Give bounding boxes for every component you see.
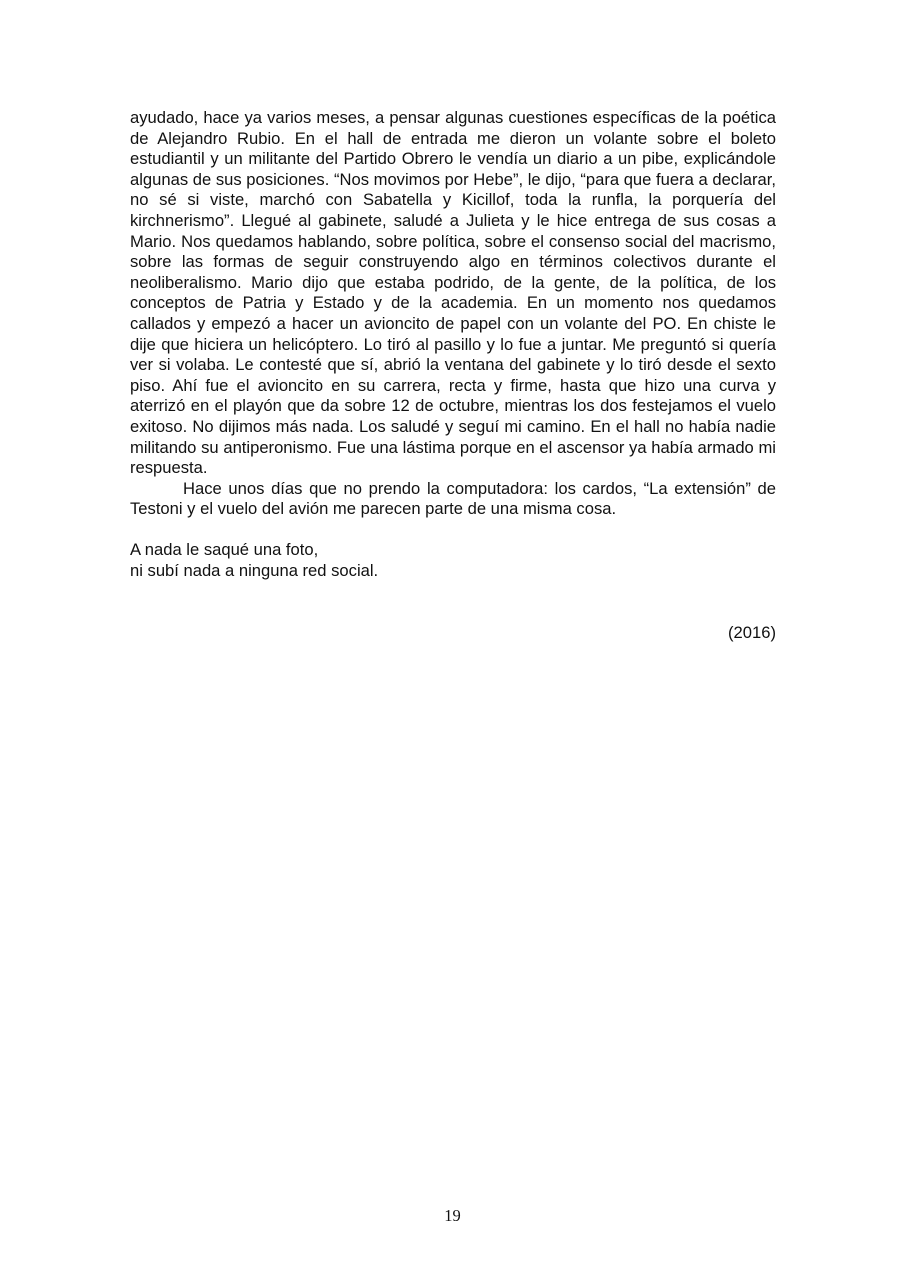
verse-line: A nada le saqué una foto,	[130, 540, 319, 560]
page-number: 19	[444, 1206, 461, 1225]
paragraph-continued: ayudado, hace ya varios meses, a pensar algunas cuestiones específicas de la poética de Alejandro Rubio. En el hall de entrada me dieron un volante sobre el boleto estudiantil y un militante del Partido Obrero le vendía un diario a un pibe, explicándole algunas de sus posiciones. “Nos movimos por Hebe”, le dijo, “para que fuera a declarar, no sé si viste, marchó con Sabatella y Kicillof, toda la runfla, la porquería del kirchnerismo”. Llegué al gabinete, saludé a Julieta y le hice entrega de sus cosas a Mario. Nos quedamos hablando, sobre política, sobre el consenso social del macrismo, sobre las formas de seguir construyendo algo en términos colectivos durante el neoliberalismo. Mario dijo que estaba podrido, de la gente, de la política, de los conceptos de Patria y Estado y de la academia. En un momento nos quedamos callados y empezó a hacer un avioncito de papel con un volante del PO. En chiste le dije que hiciera un helicóptero. Lo tiró al pasillo y lo fue a juntar. Me preguntó si quería ver si volaba. Le contesté que sí, abrió la ventana del gabinete y lo tiró desde el sexto piso. Ahí fue el avioncito en su carrera, recta y firme, hasta que hizo una curva y aterrizó en el playón que da sobre 12 de octubre, mientras los dos festejamos el vuelo exitoso. No dijimos más nada. Los saludé y seguí mi camino. En el hall no había nadie militando su antiperonismo. Fue una lástima porque en el ascensor ya había armado mi respuesta.	[130, 108, 776, 478]
paragraph-indented: Hace unos días que no prendo la computadora: los cardos, “La extensión” de Testoni y el vuelo del avión me parecen parte de una misma cosa.	[130, 478, 776, 519]
date-year: (2016)	[728, 622, 776, 642]
verse-line: ni subí nada a ninguna red social.	[130, 561, 379, 581]
closing-verse	[130, 540, 776, 581]
body-text	[130, 108, 776, 643]
